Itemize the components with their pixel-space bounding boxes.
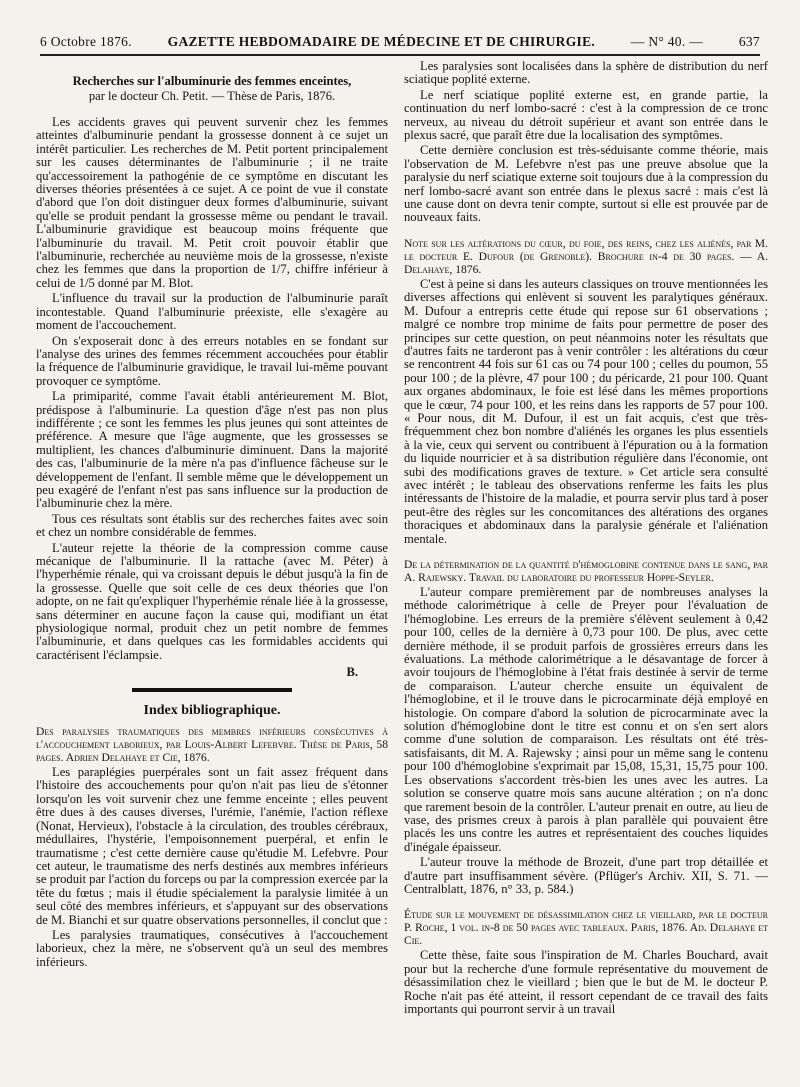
article-paragraph: La primiparité, comme l'avait établi antérieurement M. Blot, prédispose à l'albuminurie. La question d'âge n'est pas non plus indifférente ; ce sont les femmes les plus jeunes qui sont atteintes de préférence. A mesure que l'âge augmente, que les grossesses se multiplient, les chances d'albuminurie diminuent. Dans la majorité des cas, l'albuminurie de la mère n'a pas d'influence fâcheuse sur le développement de l'enfant. Il semble même que le développement un peu exagéré de l'enfant n'est pas sans influence sur la production de l'albuminurie chez la mère. bbox=[36, 389, 388, 511]
index-title: Index bibliographique. bbox=[143, 702, 281, 718]
article-paragraph: On s'exposerait donc à des erreurs notables en se fondant sur l'analyse des urines des femmes récemment accouchées pour établir la fréquence de l'albuminurie gravidique, le travail lui-même pouvant provoquer ce symptôme. bbox=[36, 333, 388, 388]
article-signature: B. bbox=[346, 665, 358, 680]
section-separator bbox=[132, 688, 292, 692]
header-issue: — N° 40. — bbox=[630, 34, 704, 49]
entry-paragraph: Les paralysies traumatiques, consécutives à l'accouchement laborieux, chez la mère, ne s'observent qu'à un seul des membres inférieurs. bbox=[36, 927, 388, 969]
entry-paragraph: Le nerf sciatique poplité externe est, en grande partie, la continuation du nerf lombo-sacré : c'est à la compression de ce tronc nerveux, au niveau du détroit supérieur et avant son entrée dans le plexus sacré, que paraît être due la localisation des symptômes. bbox=[404, 87, 768, 143]
header-page-number: 637 bbox=[738, 34, 760, 49]
header-journal-title: GAZETTE HEBDOMADAIRE DE MÉDECINE ET DE CHIRURGIE. bbox=[167, 34, 596, 49]
left-column bbox=[36, 60, 388, 971]
entry-paragraph: L'auteur compare premièrement par de nombreuses analyses la méthode calorimétrique à celle de Preyer pour l'évaluation de l'hémoglobine. Les erreurs de la première s'élèvent seulement à 0,42 pour 100, celles de la dernière à 0,73 pour 100. De plus, avec cette dernière méthode, il se produit parfois de grossières erreurs dans les évaluations. La méthode calorimétrique a le désavantage de forcer à avoir toujours de l'hémoglobine à l'état frais destinée à servir de terme de comparaison. L'auteur cherche ensuite un équivalent de l'hémoglobine, et il le trouve dans le picrocarminate déjà employé en histologie. On compare d'abord la solution de picrocarminate avec la solution d'hémoglobine dont le titre est connu et on s'en sert alors comme d'une solution de comparaison. Les résultats ont été très-satisfaisants, dit M. A. Rajewsky ; ainsi pour un même sang le contenu pour 100 d'hémoglobine s'exprimait par 15,08, 15,31, 15,75 pour 100. Les observations s'accordent très-bien les unes avec les autres. La solution se conserve quatre mois sans aucune altération ; on n'a donc que rarement besoin de la contrôler. L'auteur prenait en outre, au lieu de vase, des prismes creux à parois à plan parallèle qui pouvaient être placés les uns contre les autres et représentaient des couches liquides d'inégale épaisseur. bbox=[404, 585, 768, 854]
entry-heading: De la détermination de la quantité d'hémoglobine contenue dans le sang, par A. Rajewsky. Travail du laboratoire du professeur Hoppe-Seyler. bbox=[404, 558, 768, 584]
entry-paragraph: Cette dernière conclusion est très-séduisante comme théorie, mais l'observation de M. Lefebvre n'est pas une preuve absolue que la paralysie du nerf sciatique externe soit toujours due à la compression du nerf lombo-sacré avant son entrée dans le plexus sacré : mais c'est là une cause dont on devra tenir compte, surtout si elle est prouvée par de nouveaux faits. bbox=[404, 143, 768, 225]
page-header bbox=[40, 24, 760, 50]
article-title-line1: Recherches sur l'albuminurie des femmes enceintes, bbox=[72, 74, 352, 88]
header-date: 6 Octobre 1876. bbox=[40, 34, 132, 49]
entry-paragraph: Cette thèse, faite sous l'inspiration de M. Charles Bouchard, avait pour but la recherche d'une formule représentative du mouvement de désassimilation chez le vieillard ; bien que le but de M. le docteur P. Roche n'ait pas été atteint, il ressort cependant de ce travail des faits importants qui pourront servir à un travail bbox=[404, 948, 768, 1016]
entry-heading: Des paralysies traumatiques des membres inférieurs consécutives à l'accouchement laborieux, par Louis-Albert Lefebvre. Thèse de Paris, 58 pages. Adrien Delahaye et Cie, 1876. bbox=[36, 725, 388, 765]
entry-paragraph: Les paraplégies puerpérales sont un fait assez fréquent dans l'histoire des accouchements pour qu'on n'ait pas lieu de s'étonner lorsqu'on les voit survenir chez une femme enceinte ; elles peuvent être dues à des causes diverses, l'urémie, l'anémie, l'action réflexe (Nonat, Hervieux), l'obstacle à la circulation, des troubles cérébraux, médullaires, l'hystérie, l'empoisonnement puerpéral, et enfin le traumatisme ; c'est cette dernière cause qu'étudie M. Lefebvre. Pour cet auteur, le traumatisme des nerfs destinés aux membres inférieurs se produit par l'action du forceps ou par la compression exercée par la tête du fœtus ; mais il étudie spécialement la paralysie limitée à un seul côté des membres inférieurs, et s'appuyant sur des observations de M. Bianchi et sur quatre observations personnelles, il conclut que : bbox=[36, 765, 388, 927]
right-column bbox=[404, 60, 768, 1018]
entry-paragraph: L'auteur trouve la méthode de Brozeit, d'une part trop détaillée et d'autre part insuffisamment sévère. (Pflüger's Archiv. XII, S. 71. — Centralblatt, 1876, n° 33, p. 584.) bbox=[404, 855, 768, 896]
article-paragraph: L'influence du travail sur la production de l'albuminurie paraît incontestable. Quand l'albuminurie préexiste, elle s'exagère au moment de l'accouchement. bbox=[36, 291, 388, 333]
entry-paragraph: C'est à peine si dans les auteurs classiques on trouve mentionnées les diverses affections qui enlèvent si souvent les paralytiques généraux. M. Dufour a entrepris cette étude qui repose sur 61 observations ; malgré ce nombre trop minime de faits pour permettre de poser des principes sur cette question, on peut néanmoins noter les résultats que d'autres faits ne tarderont pas à venir contrôler : les altérations du cœur se rencontrent 44 fois sur 61 cas ou 74 pour 100 ; celles du poumon, 55 pour 100 ; de la plèvre, 47 pour 100 ; du péricarde, 21 pour 100. Quant aux organes abdominaux, le foie est lésé dans les mêmes proportions que le cœur, 74 pour 100, et les reins dans les rapports de 57 pour 100. « Pour nous, dit M. Dufour, il est un fait acquis, c'est que très-fréquemment chez bon nombre d'aliénés les organes les plus essentiels à la vie, ceux qui servent ou contribuent à l'épuration ou à la formation du liquide nourricier et à sa distribution régulière dans l'économie, ont subi des modifications graves de texture. » Cet article sera consulté avec intérêt ; le tableau des observations renferme les faits les plus intéressants de l'histoire de la maladie, et pourra servir plus tard à poser peut-être des règles sur les concomitances des altérations des organes thoraciques et abdominaux dans la paralysie générale et l'aliénation mentale. bbox=[404, 276, 768, 546]
entry-heading: Étude sur le mouvement de désassimilation chez le vieillard, par le docteur P. Roche, 1 vol. in-8 de 50 pages avec tableaux. Paris, 1876. Ad. Delahaye et Cie. bbox=[404, 908, 768, 948]
article-title-line2: par le docteur Ch. Petit. — Thèse de Paris, 1876. bbox=[88, 89, 336, 103]
article-title bbox=[36, 74, 388, 104]
article-paragraph: L'auteur rejette la théorie de la compression comme cause mécanique de l'albuminurie. Il la rattache (avec M. Péter) à l'hyperhémie rénale, qui va croissant depuis le début jusqu'à la fin de la grossesse. Quelle que soit celle de ces deux théories que l'on adopte, on ne fait qu'expliquer l'hyperhémie rénale liée à la grossesse, sans déterminer en aucune façon la cause qui, modifiant un état physiologique normal, produit chez un petit nombre de femmes l'albuminurie, et dans quelques cas les formidables accidents qui caractérisent l'éclampsie. bbox=[36, 540, 388, 662]
article-paragraph: Tous ces résultats sont établis sur des recherches faites avec soin et chez un nombre considérable de femmes. bbox=[36, 511, 388, 540]
header-rule bbox=[40, 54, 760, 56]
entry-paragraph: Les paralysies sont localisées dans la sphère de distribution du nerf sciatique poplité externe. bbox=[404, 59, 768, 87]
article-paragraph: Les accidents graves qui peuvent survenir chez les femmes atteintes d'albuminurie pendant la grossesse donnent à ce sujet un intérêt particulier. Les recherches de M. Petit portent principalement sur les causes déterminantes de l'albuminurie ; il ne traite qu'accessoirement la pathogénie de ce symptôme en discutant les diverses théories présentées à ce sujet. A ce point de vue il constate d'abord que l'on doit distinguer deux formes d'albuminurie, suivant qu'elle se produit pendant la grossesse même ou pendant le travail. L'albuminurie gravidique est beaucoup moins fréquente que l'albuminurie du travail. M. Petit croit pouvoir établir que l'albuminurie, recherchée au neuvième mois de la grossesse, n'existe chez les femmes que dans la proportion de 1/7, chiffre inférieur à celui de 1/5 donné par M. Blot. bbox=[36, 115, 388, 290]
entry-heading: Note sur les altérations du cœur, du foie, des reins, chez les aliénés, par M. le docteur E. Dufour (de Grenoble). Brochure in-4 de 30 pages. — A. Delahaye, 1876. bbox=[404, 236, 768, 276]
